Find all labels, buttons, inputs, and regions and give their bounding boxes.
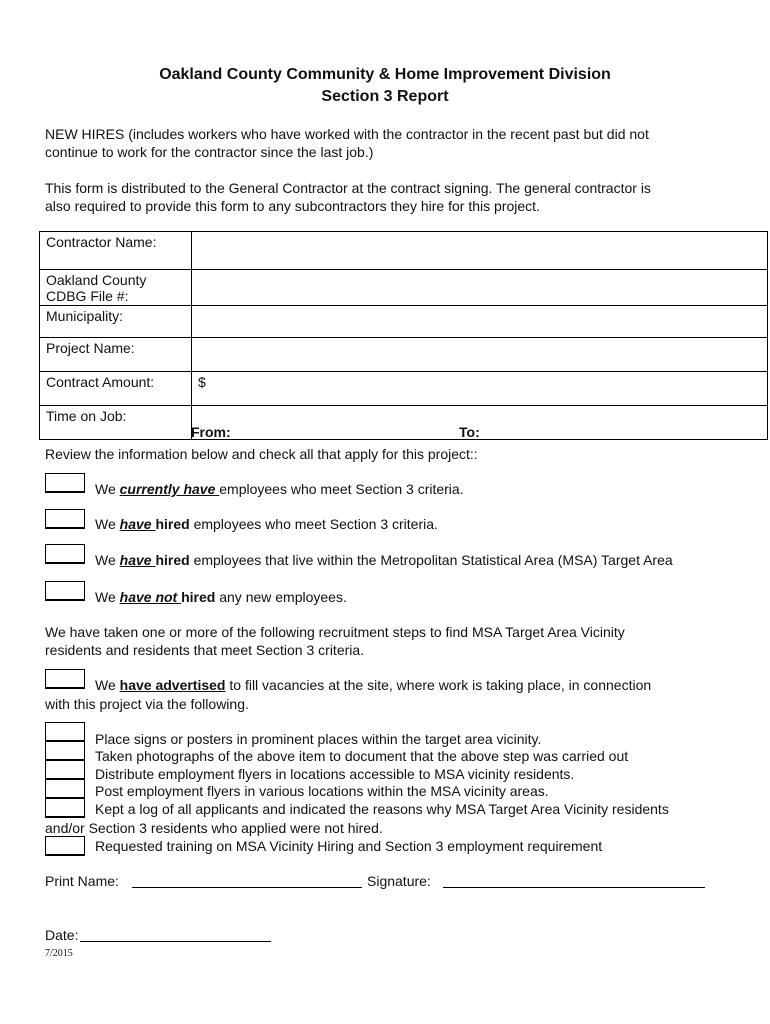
- checkbox-have-hired-msa[interactable]: [45, 544, 85, 564]
- new-hires-text-line1: NEW HIRES (includes workers who have worked with the contractor in the recent past but did not: [45, 126, 649, 142]
- item-have-advertised: [95, 677, 651, 693]
- advertised-line2: with this project via the following.: [45, 696, 249, 712]
- item-have-not-hired: [95, 589, 347, 605]
- item4-emph: have not: [119, 589, 182, 605]
- cdbg-label-line1: Oakland County: [46, 272, 147, 288]
- checkbox-step-post-flyers[interactable]: [45, 779, 85, 799]
- step-post-flyers: Post employment flyers in various locations within the MSA vicinity areas.: [95, 783, 549, 799]
- item3-bold: hired: [155, 552, 190, 568]
- item4-bold: hired: [181, 589, 216, 605]
- item1-emph: currently have: [119, 481, 220, 497]
- checkbox-step-training[interactable]: [45, 836, 85, 856]
- cdbg-file-field[interactable]: [192, 270, 768, 306]
- date-label: Date:: [45, 927, 79, 943]
- document-subtitle: Section 3 Report: [321, 88, 449, 105]
- project-info-table: [39, 231, 768, 440]
- print-name-label: Print Name:: [45, 873, 119, 889]
- contractor-name-label: Contractor Name:: [40, 232, 192, 270]
- from-label: From:: [191, 424, 231, 440]
- signature-label: Signature:: [367, 873, 431, 889]
- revision-date: 7/2015: [45, 948, 73, 959]
- signature-line[interactable]: [443, 887, 705, 888]
- dollar-sign: $: [198, 374, 206, 390]
- item4-pre: We: [95, 589, 120, 605]
- checkbox-step-distribute-flyers[interactable]: [45, 760, 85, 780]
- checkbox-step-photographs[interactable]: [45, 741, 85, 761]
- document-title: Oakland County Community & Home Improvement Division: [159, 66, 611, 83]
- review-instruction: Review the information below and check all that apply for this project::: [45, 446, 478, 462]
- cdbg-label-line2: CDBG File #:: [46, 288, 129, 304]
- item-have-hired-section3: [95, 516, 438, 532]
- checkbox-step-applicant-log[interactable]: [45, 798, 85, 818]
- distribution-text-line1: This form is distributed to the General Contractor at the contract signing. The general contractor is: [45, 180, 651, 196]
- step-distribute-flyers: Distribute employment flyers in locations accessible to MSA vicinity residents.: [95, 766, 575, 782]
- item2-bold: hired: [155, 516, 190, 532]
- item4-post: any new employees.: [215, 589, 347, 605]
- advertised-emph: have advertised: [119, 677, 226, 693]
- checkbox-have-hired-section3[interactable]: [45, 509, 85, 529]
- municipality-field[interactable]: [192, 306, 768, 338]
- checkbox-step-signs[interactable]: [45, 722, 85, 742]
- step-photographs: Taken photographs of the above item to document that the above step was carried out: [95, 748, 629, 764]
- step-applicant-log: Kept a log of all applicants and indicated the reasons why MSA Target Area Vicinity residents: [95, 801, 669, 817]
- cdbg-file-label: [40, 270, 192, 306]
- advertised-pre: We: [95, 677, 120, 693]
- checkbox-have-not-hired[interactable]: [45, 581, 85, 601]
- print-name-line[interactable]: [132, 887, 362, 888]
- item3-emph: have: [119, 552, 156, 568]
- municipality-label: Municipality:: [40, 306, 192, 338]
- item1-post: employees who meet Section 3 criteria.: [219, 481, 464, 497]
- item2-pre: We: [95, 516, 120, 532]
- item3-post: employees that live within the Metropolitan Statistical Area (MSA) Target Area: [189, 552, 673, 568]
- contractor-name-field[interactable]: [192, 232, 768, 270]
- item-have-hired-msa: [95, 552, 673, 568]
- recruitment-text-line2: residents and residents that meet Section 3 criteria.: [45, 642, 365, 658]
- new-hires-text-line2: continue to work for the contractor since the last job.): [45, 144, 374, 160]
- checkbox-have-advertised[interactable]: [45, 669, 85, 689]
- advertised-post: to fill vacancies at the site, where work is taking place, in connection: [225, 677, 652, 693]
- step-training: Requested training on MSA Vicinity Hiring and Section 3 employment requirement: [95, 838, 603, 854]
- date-line[interactable]: [80, 941, 271, 942]
- project-name-field[interactable]: [192, 338, 768, 372]
- contract-amount-field[interactable]: [192, 372, 768, 406]
- time-on-job-field[interactable]: [192, 406, 768, 440]
- step-applicant-log-line2: and/or Section 3 residents who applied were not hired.: [45, 820, 383, 836]
- item2-post: employees who meet Section 3 criteria.: [189, 516, 438, 532]
- contract-amount-label: Contract Amount:: [40, 372, 192, 406]
- checkbox-currently-have[interactable]: [45, 473, 85, 493]
- item3-pre: We: [95, 552, 120, 568]
- to-label: To:: [459, 424, 480, 440]
- distribution-text-line2: also required to provide this form to any subcontractors they hire for this project.: [45, 198, 540, 214]
- item-currently-have: [95, 481, 464, 497]
- item2-emph: have: [119, 516, 156, 532]
- item1-pre: We: [95, 481, 120, 497]
- time-on-job-label: Time on Job:: [40, 406, 192, 440]
- recruitment-text-line1: We have taken one or more of the following recruitment steps to find MSA Target Area Vicinity: [45, 624, 625, 640]
- project-name-label: Project Name:: [40, 338, 192, 372]
- step-signs: Place signs or posters in prominent places within the target area vicinity.: [95, 731, 542, 747]
